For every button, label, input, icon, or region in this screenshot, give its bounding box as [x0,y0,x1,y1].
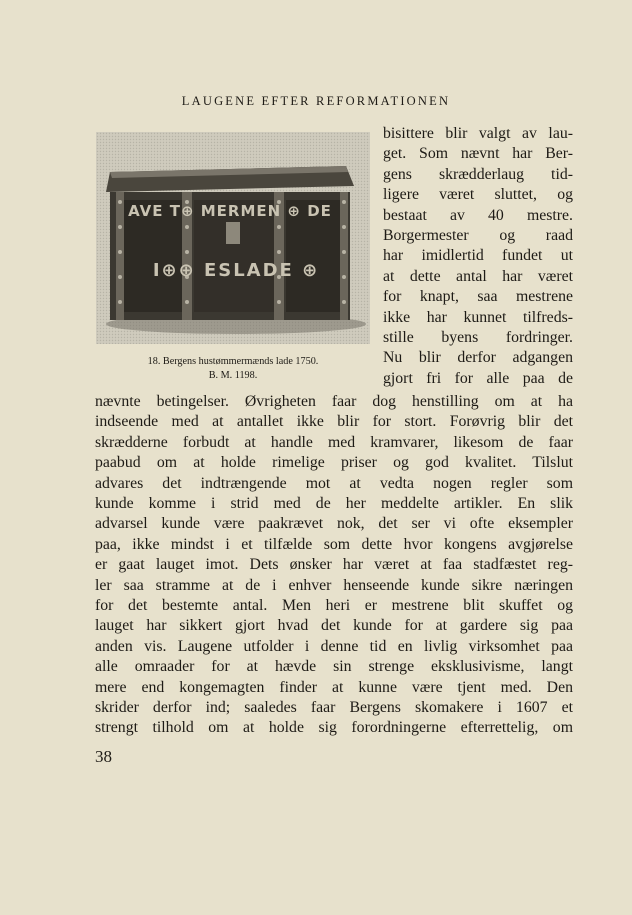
running-head: LAUGENE EFTER REFORMATIONEN [181,94,451,108]
text-line: er gaat lauget imot. Dets ønsker har været at faa stadfæstet reg- [95,556,573,574]
chest-inscription-bottom: I⊕⊕ ESLADE ⊕ [152,260,320,281]
text-line: advares det indtrængende mot at vedta nogen regler som [95,474,573,492]
text-line: anden vis. Laugene utfolder i denne tid en livlig virksomhet paa [95,637,573,655]
text-line: strengt tilhold om at holde sig forordningerne efterrettelig, om [95,719,573,737]
text-line: nævnte betingelser. Øvrigheten faar dog henstilling om at ha [95,393,573,410]
text-line: for det bestemte antal. Men heri er mestrene blit skuffet og [95,597,573,614]
chest-illustration [96,132,370,344]
text-line: kunde komme i strid med de her meddelte artikler. En slik [95,495,573,512]
text-line: bestaat av 40 mestre. [383,206,573,224]
text-line: ligere været sluttet, og [383,186,573,204]
figure-caption [96,355,370,383]
text-line: gens skrædderlaug tid- [383,165,573,183]
text-line: gjort fri for alle paa de [383,369,573,387]
text-line: lauget har sikkert gjort hvad det kunde for at gardere sig paa [95,617,573,635]
caption-line: B. M. 1198. [208,370,258,381]
text-line: mere end kongemagten finder at kunne være tjent med. Den [95,678,573,696]
text-line: advarsel kunde være paakrævet nok, det ser vi ofte eksempler [95,515,573,533]
text-line: paa, ikke mindst i et tilfælde som dette hvor kongens avgjørelse [95,535,573,553]
text-line: skrider derfor ind; saaledes faar Bergens skomakere i 1607 et [95,699,573,716]
text-line: paabud om at holde rimelige priser og god kvalitet. Tilslut [95,454,573,472]
text-line: Borgermester og raad [383,227,573,244]
text-line: stille byens fordringer. [383,329,573,346]
chest-photograph [96,132,370,344]
text-line: ikke har kunnet tilfreds- [383,308,573,326]
text-line: for knapt, saa mestrene [383,288,573,306]
chest-inscription-top: AVE T⊕ MERMEN ⊕ DE [128,202,332,220]
text-line: ler saa stramme at de i enhver henseende kunde sikre næringen [95,576,573,594]
text-line: skrædderne forbudt at handle med kramvarer, likesom de faar [95,433,573,451]
text-line: Nu blir derfor adgangen [383,349,573,367]
text-line: bisittere blir valgt av lau- [383,125,573,142]
text-line: at dette antal har været [383,267,573,285]
text-line: alle omraader for at hævde sin strenge eksklusivisme, langt [95,658,573,676]
page-number: 38 [95,746,112,766]
text-line: har imidlertid fundet ut [383,247,573,265]
text-line: indseende med at antallet ikke blir for stort. Forøvrig blir det [95,413,573,431]
caption-line: 18. Bergens hustømmermænds lade 1750. [147,356,319,367]
text-line: get. Som nævnt har Ber- [383,145,573,163]
